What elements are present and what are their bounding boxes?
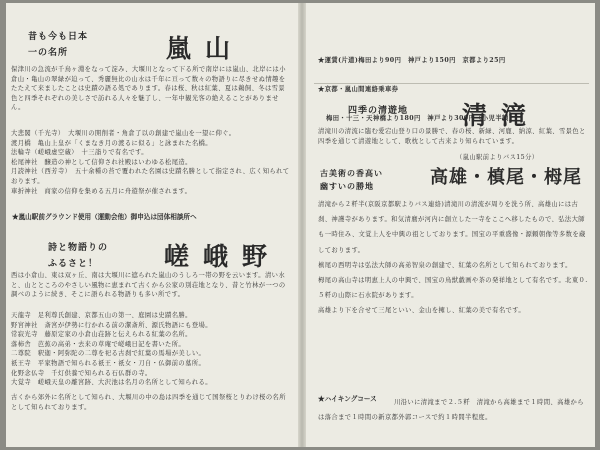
sagano-title: 嵯峨野 xyxy=(164,242,282,271)
left-page xyxy=(6,3,298,447)
takao-caption-line1: 古美術の香高い xyxy=(320,168,383,178)
right-page xyxy=(306,3,595,447)
arashiyama-caption-line2: 一の名所 xyxy=(28,48,69,58)
divider xyxy=(314,83,589,84)
arashiyama-body: 保津川の急流が千鳥ヶ淵をなって淀み、大堰川となって下る所で南岸には嵐山、北岸には小倉山・亀山の翠緑が迫って、秀麗無比の山水は千年に亘って数々の物語りに尽きせぬ情趣をたたえて来ましたことは史蹟の語る処であります。春は桜、秋は紅葉、夏は鵜飼、冬は雪景色と四季それぞれの美しさで訪れる人々を魅了し、一年中観光客の絶えることがありません。 xyxy=(11,66,286,112)
hiking-course-body: 川沿いに清滝まで２.５粁 清滝から高雄まで１時間、高雄からは落合まで１時間の新京都外郭コースで約１時間半程度。 xyxy=(318,399,584,421)
takao-caption xyxy=(320,167,383,193)
arashiyama-spots: 大悲閣（千光寺） 大堰川の開削者・角倉了以の創建で嵐山を一望に仰ぐ。 渡月橋 亀山上皇が「くまなき月の渡るに似る」と詠まれた名橋。 法輪寺（嵯峨虚空蔵） 十三詣りで有名です。 松尾神社 醸造の神として信仰され社殿はいわゆる松尾造。 月読神社（西芳寺） 五十余種の苔で覆われた名園は史蹟名勝として指定され、広く知られております。 車折神社 商家の信仰を集める五月に舟遊祭が催されます。 xyxy=(11,130,290,195)
kiyotaki-body: 清滝川の清流に臨む愛宕山登り口の景勝で、春の桜、新緑、河鹿、納涼、紅葉、雪景色と四季を通じて清遊地として、歌枕として古来より知られています。 xyxy=(318,128,586,145)
sagano-caption-line1: 詩と物語りの xyxy=(48,243,109,253)
ticket-heading: ★京都・嵐山間連絡乗車券 xyxy=(318,85,399,93)
ground-notice: ★嵐山駅前グラウンド使用（運動会他）御申込は団体相談所へ xyxy=(12,213,197,221)
sagano-foot: 古くから郊外に名所として知られ、大堰川の中の島は四季を通じて国祭桜とりわけ桜の名所として知られております。 xyxy=(11,394,286,411)
sagano-body: 西は小倉山、東は双ヶ丘、南は大堰川に遮られた嵐山のうしろ一帯の野を云います。清い水と、山とところのやさしい風物に恵まれて古くから公家の別荘地となり、昔と竹林が一つの調べのように続き、そこに語られる物語りも多い所です。 xyxy=(11,272,286,299)
fare-line: ★運賃(片道)梅田より90円 神戸より150円 京都より25円 xyxy=(318,57,506,65)
kiyotaki-title: 清滝 xyxy=(462,101,541,130)
takao-body: 清滝から２粁半(京阪京都駅よりバス連絡)清滝川の清流が周りを洗う所、高雄山には古刹、神護寺があります。和気清麿が河内に創立した一寺をここへ移したもので、弘法大師も一時住み、文覚上人を中興の祖としております。国宝の平重盛像・源頼朝像等多数を蔵しております。 槙尾の西明寺は弘法大師の高弟智泉の創建で、紅葉の名所として知られております。 栂尾の高山寺は明恵上人の中興で、国宝の鳥獣戯画や茶の発祥地として有名です。北東０.５粁の山際に石水院があります。 高雄より下を合せて三尾といい、金山を擁し、紅葉の美で有名です。 xyxy=(318,201,588,315)
arashiyama-caption-line1: 昔も今も日本 xyxy=(28,32,89,42)
brochure-spread xyxy=(6,3,595,447)
kiyotaki-access: （嵐山駅前よりバス15分） xyxy=(456,154,539,161)
center-fold xyxy=(298,3,306,447)
sagano-caption xyxy=(48,240,108,272)
kiyotaki-subtitle: 四季の清遊地 xyxy=(348,106,409,116)
arashiyama-title: 嵐山 xyxy=(166,34,245,63)
ticket-fare-line: 梅田・十三・天神橋より180円 神戸より300円（小児半額） xyxy=(326,114,516,122)
hiking-course-title: ★ハイキングコース xyxy=(318,395,377,403)
sagano-spots: 天龍寺 足利尊氏創建、京都五山の第一、庭園は史蹟名勝。 野宮神社 斎宮が伊勢に行かれる前の潔斎所、源氏物語にも登場。 常寂光寺 藤原定家の小倉山荘跡と伝えられる紅葉の名所。 落柿舎 芭蕉の高弟・去来の草庵で嵯峨日記を書いた所。 二尊院 釈迦・阿弥陀の二尊を祀る古刹で紅葉の馬場が美しい。 祇王寺 平家物語で知られる祇王・祇女・刀自・仏御前の墓所。 化野念仏寺 千灯供養で知られる石仏群の寺。 大覚寺 嵯峨天皇の離宮跡、大沢池は名月の名所として知られる。 xyxy=(11,312,212,387)
arashiyama-caption xyxy=(28,29,88,61)
takao-caption-line2: 幽すいの勝地 xyxy=(320,181,374,191)
takao-title: 高雄・槙尾・栂尾 xyxy=(430,167,582,188)
sagano-caption-line2: ふるさと！ xyxy=(48,259,99,269)
